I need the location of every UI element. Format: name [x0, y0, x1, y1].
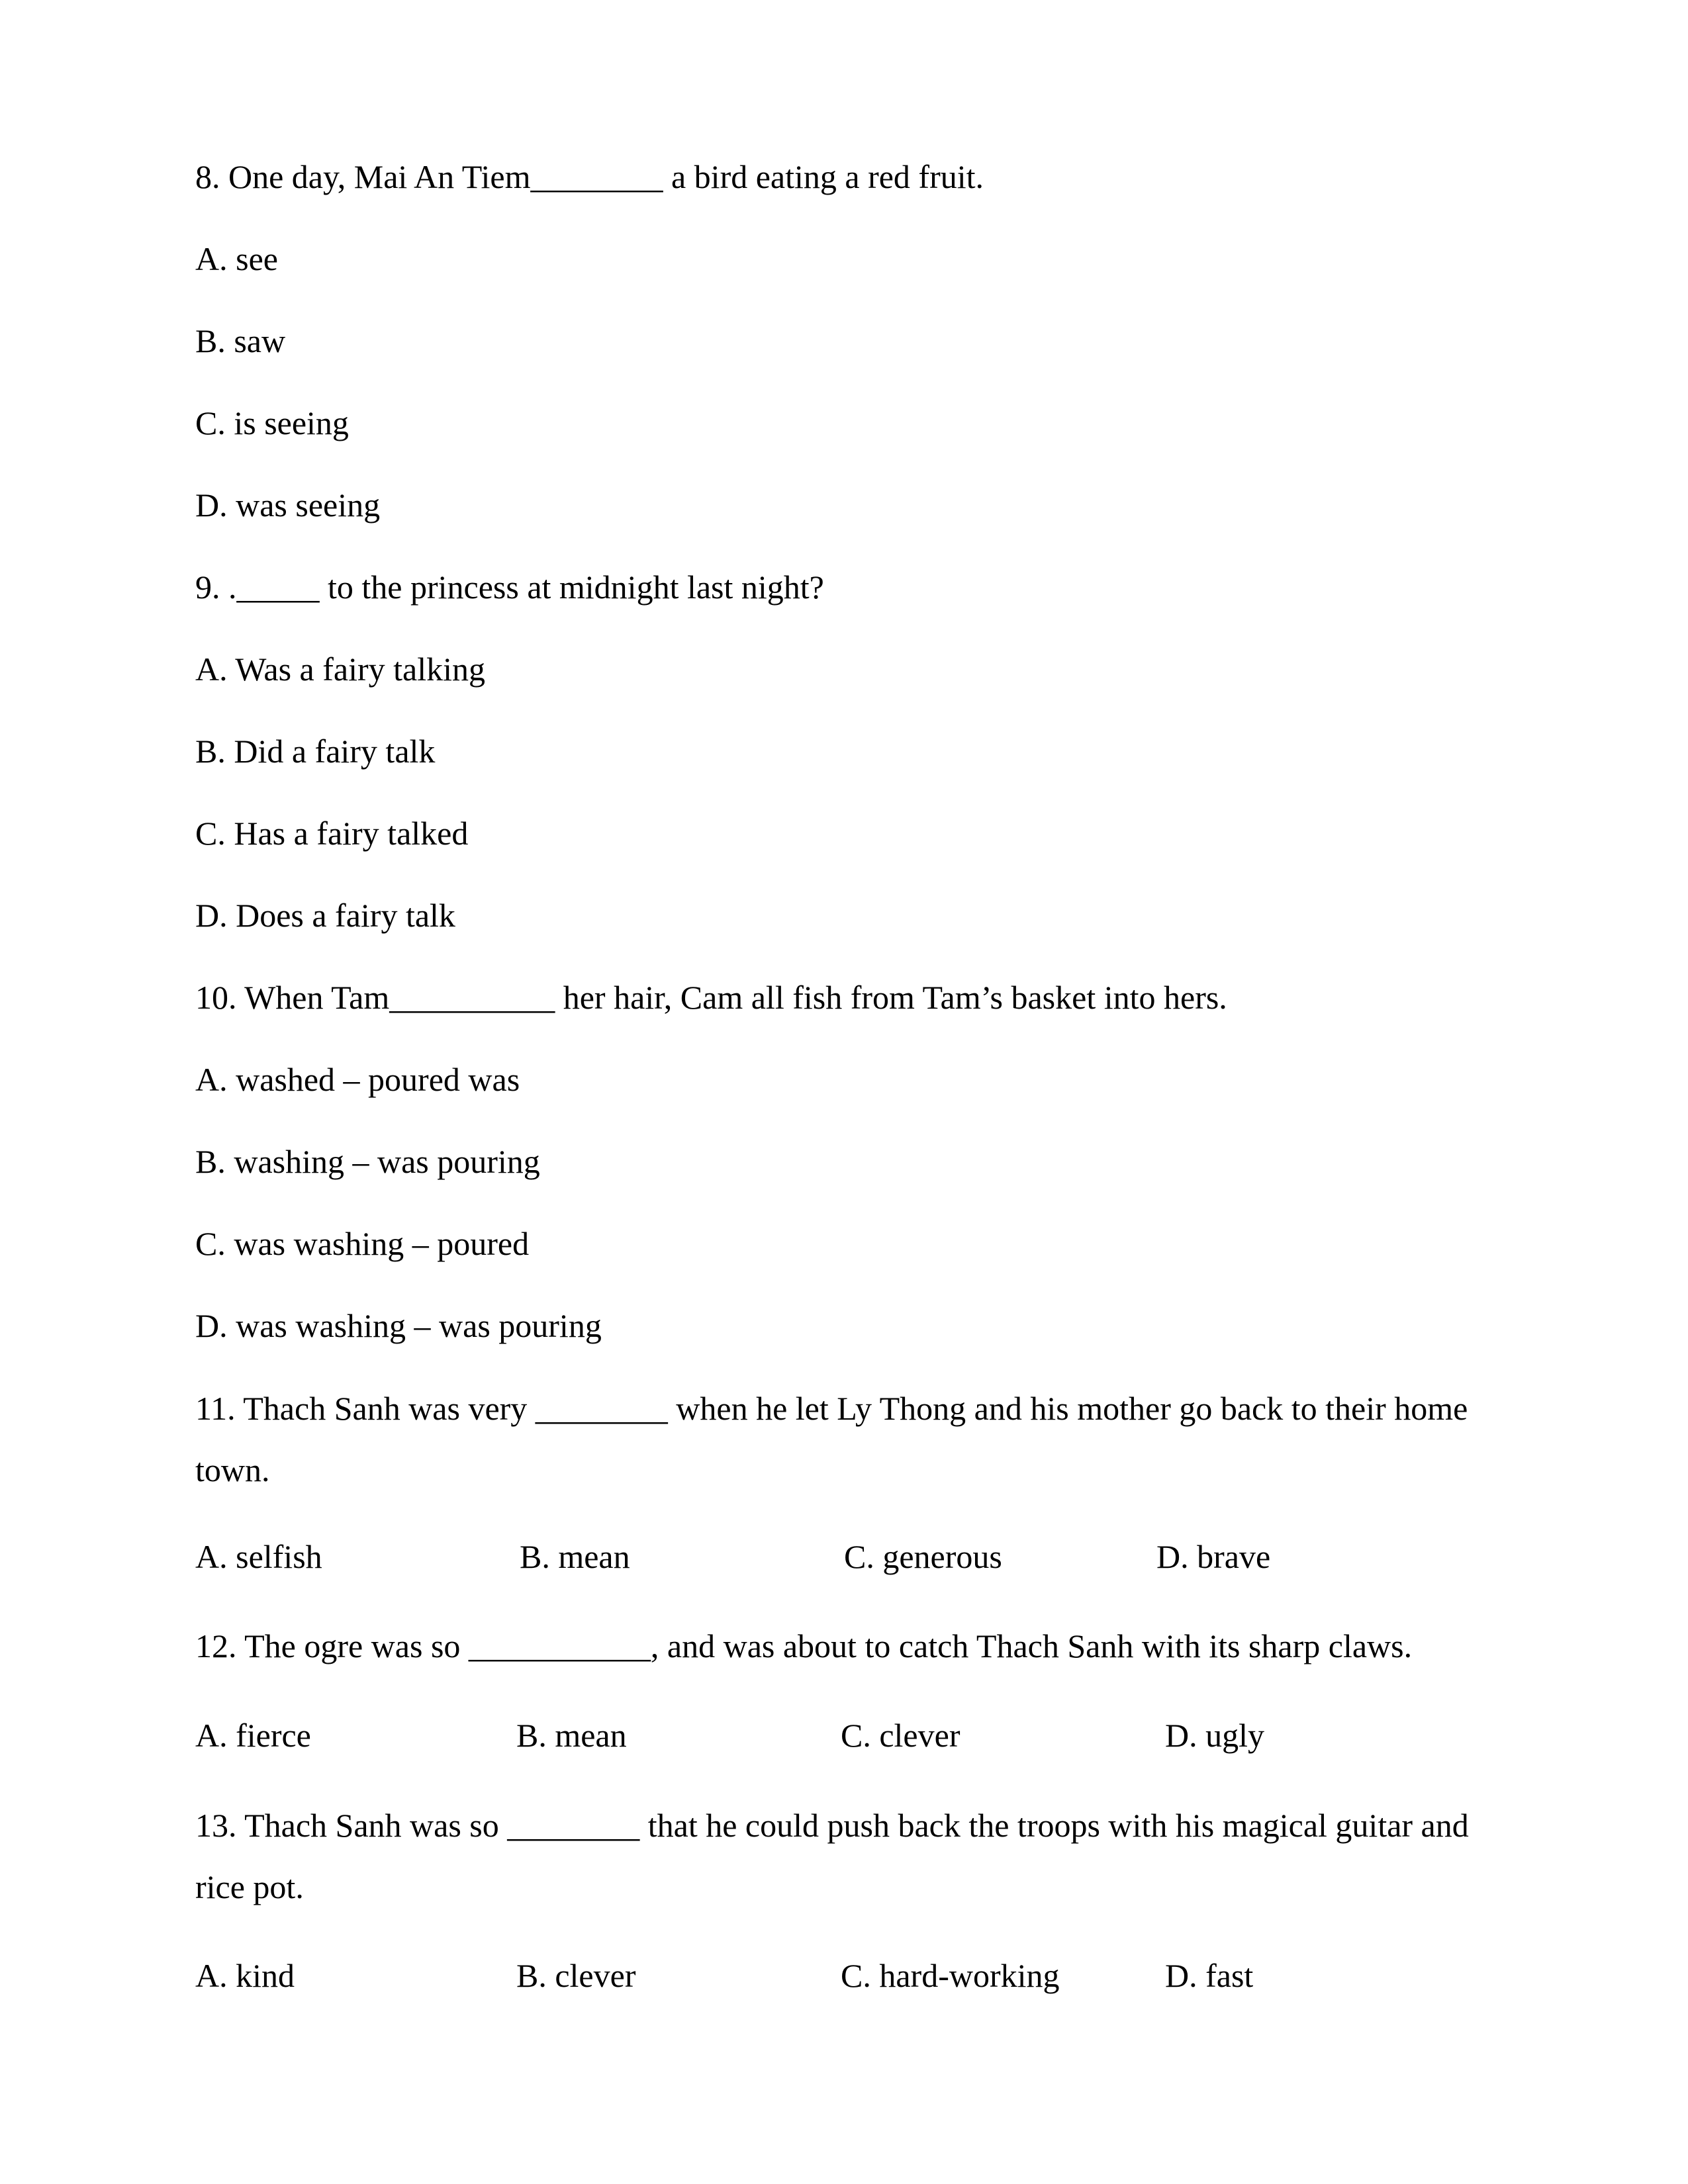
question-number: 12.	[195, 1627, 237, 1664]
option-10b: B. washing – was pouring	[195, 1143, 540, 1180]
option-9a: A. Was a fairy talking	[195, 651, 485, 688]
question-8	[195, 157, 984, 197]
option-13a: A. kind	[195, 1957, 295, 1994]
question-text: The ogre was so ___________, and was about to catch Thach Sanh with its sharp claws.	[244, 1627, 1413, 1664]
question-text: When Tam__________ her hair, Cam all fish from Tam’s basket into hers.	[244, 979, 1227, 1016]
option-12a: A. fierce	[195, 1717, 311, 1754]
question-number: 8.	[195, 158, 220, 195]
question-13	[195, 1795, 1509, 1918]
option-11d: D. brave	[1156, 1538, 1271, 1575]
question-text: One day, Mai An Tiem________ a bird eating a red fruit.	[228, 158, 984, 195]
question-text: Thach Sanh was very ________ when he let Ly Thong and his mother go back to their home town.	[195, 1390, 1468, 1488]
option-8a: A. see	[195, 240, 278, 277]
option-11a: A. selfish	[195, 1538, 322, 1575]
option-8c: C. is seeing	[195, 404, 349, 441]
question-number: 11.	[195, 1390, 236, 1427]
options-row-12	[195, 1715, 1509, 1755]
option-9c: C. Has a fairy talked	[195, 815, 469, 852]
option-12b: B. mean	[516, 1717, 627, 1754]
option-10d: D. was washing – was pouring	[195, 1307, 602, 1344]
option-13c: C. hard-working	[841, 1957, 1060, 1994]
option-10c: C. was washing – poured	[195, 1225, 530, 1262]
question-text: Thach Sanh was so ________ that he could push back the troops with his magical guitar and rice pot.	[195, 1807, 1469, 1905]
option-9d: D. Does a fairy talk	[195, 897, 455, 934]
option-8b: B. saw	[195, 322, 286, 359]
question-12	[195, 1626, 1412, 1666]
option-12d: D. ugly	[1165, 1717, 1264, 1754]
option-10a: A. washed – poured was	[195, 1061, 520, 1098]
option-11b: B. mean	[520, 1538, 630, 1575]
question-11	[195, 1378, 1509, 1501]
options-row-11	[195, 1537, 1509, 1576]
question-number: 9.	[195, 569, 220, 606]
question-number: 13.	[195, 1807, 237, 1844]
option-13b: B. clever	[516, 1957, 636, 1994]
option-11c: C. generous	[844, 1538, 1002, 1575]
question-number: 10.	[195, 979, 237, 1016]
option-9b: B. Did a fairy talk	[195, 733, 436, 770]
options-row-13	[195, 1956, 1509, 1995]
option-13d: D. fast	[1165, 1957, 1254, 1994]
question-9	[195, 567, 824, 607]
question-text: ._____ to the princess at midnight last night?	[228, 569, 824, 606]
question-10	[195, 978, 1227, 1017]
option-8d: D. was seeing	[195, 486, 381, 523]
option-12c: C. clever	[841, 1717, 961, 1754]
